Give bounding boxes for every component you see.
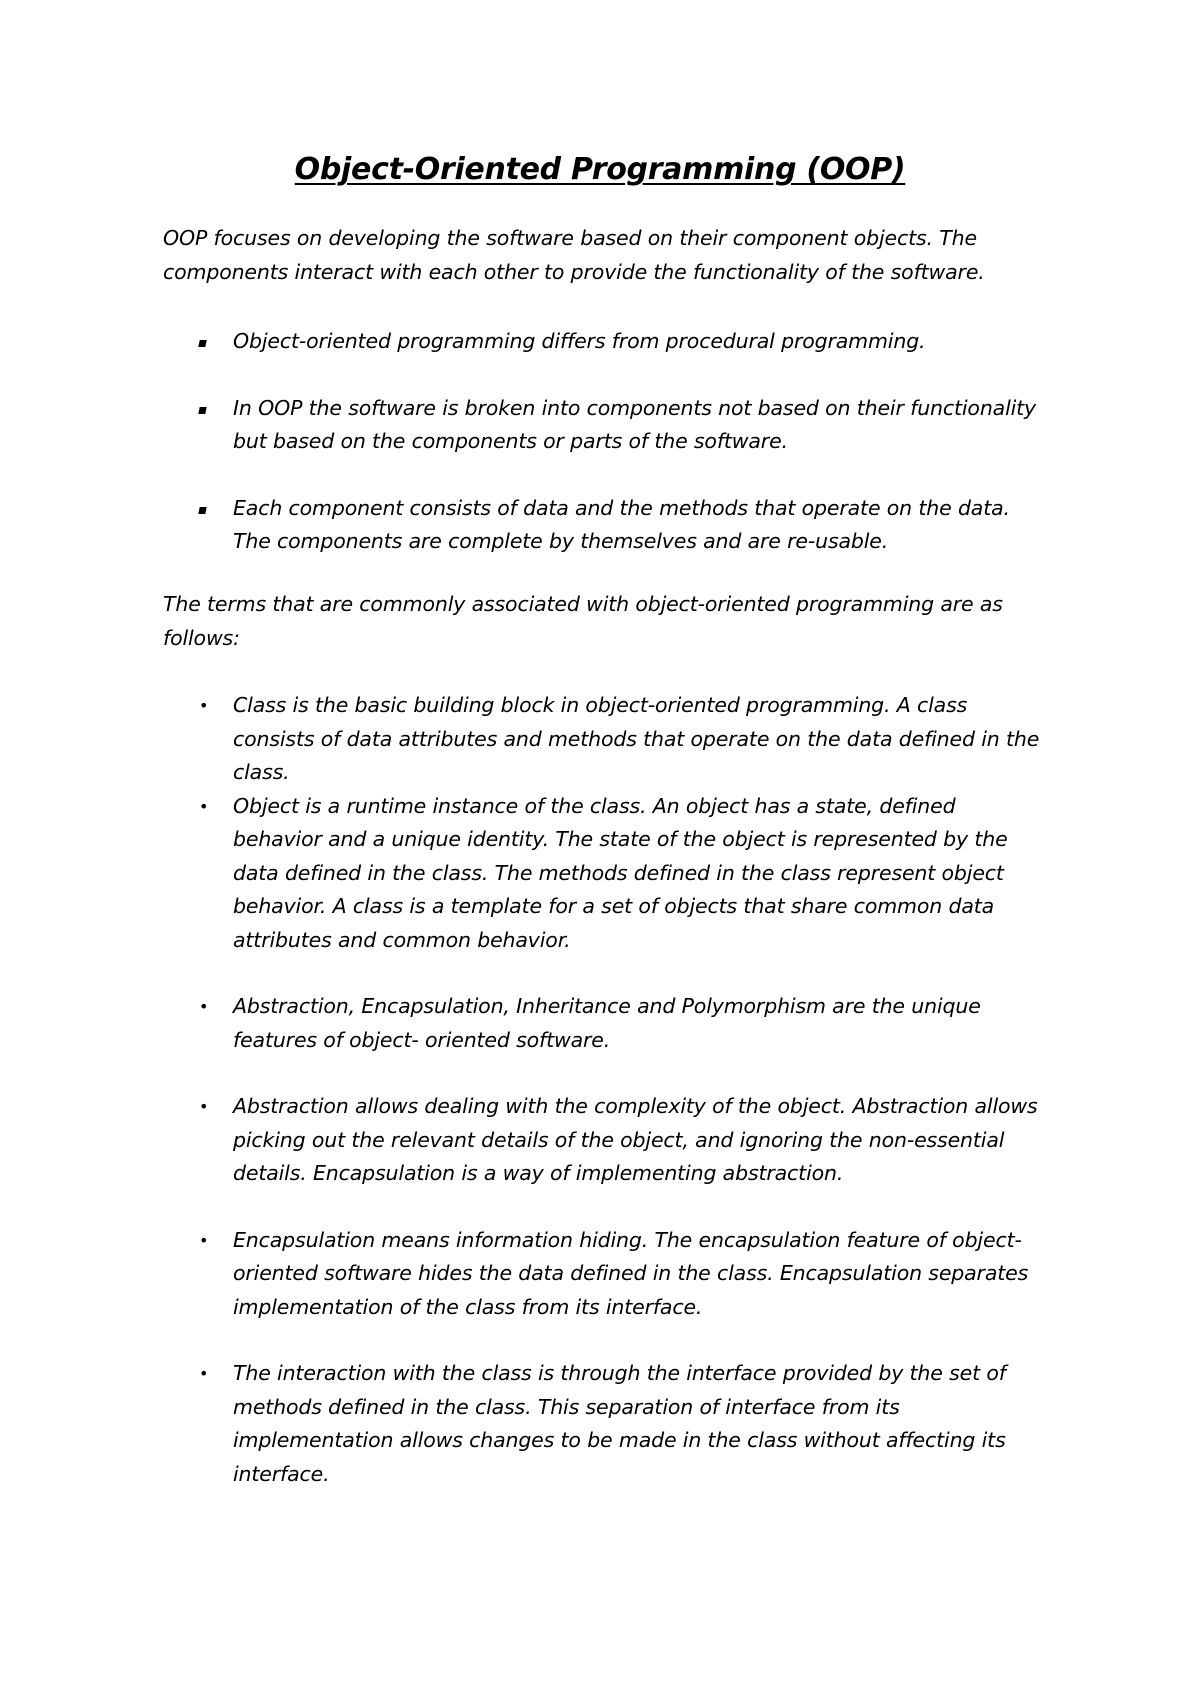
square-bullet-icon (198, 507, 206, 514)
intro-paragraph: OOP focuses on developing the software based on their component objects. The components interact with each other to provide the functionality of the software. (163, 226, 985, 284)
list-item (0, 790, 1050, 958)
list-item-text: Abstraction allows dealing with the complexity of the object. Abstraction allows picking out the relevant details of the object, and ignoring the non-essential details. Encapsulation is a way of implementing abstraction. (233, 1094, 1038, 1185)
page-title: Object-Oriented Programming (OOP) (294, 152, 906, 187)
list-item (0, 1090, 1050, 1191)
terms-intro-paragraph: The terms that are commonly associated with object-oriented programming are as follows: (163, 592, 1003, 650)
list-item (0, 1357, 1050, 1491)
square-bullet-icon (198, 340, 206, 347)
list-item (0, 689, 1050, 790)
dot-bullet-icon: • (199, 796, 209, 816)
dot-bullet-icon: • (199, 1364, 209, 1383)
list-item (0, 1224, 1050, 1325)
list-item (0, 325, 1050, 359)
list-item (0, 392, 1050, 459)
dot-bullet-icon: • (199, 997, 209, 1016)
list-item (0, 990, 1050, 1057)
dot-bullet-icon: • (199, 1230, 209, 1250)
list-item-text: Abstraction, Encapsulation, Inheritance and Polymorphism are the unique features of object- oriented software. (233, 994, 981, 1052)
oop-characteristics-list (0, 325, 1200, 592)
list-item-text: Object is a runtime instance of the class. An object has a state, defined behavior and a unique identity. The state of the object is represented by the data defined in the class. The methods defined in the class represent object behavior. A class is a template for a set of objects that share common data attributes and common behavior. (233, 793, 1008, 952)
list-item-text: The interaction with the class is through the interface provided by the set of methods defined in the class. This separation of interface from its implementation allows changes to be made in the class without affecting its interface. (233, 1361, 1006, 1486)
list-item-text: Encapsulation means information hiding. The encapsulation feature of object-oriented software hides the data defined in the class. Encapsulation separates implementation of the class from its interface. (233, 1227, 1029, 1319)
list-item-text: Object-oriented programming differs from procedural programming. (233, 329, 926, 353)
dot-bullet-icon: • (199, 1097, 209, 1116)
list-item-text: Class is the basic building block in object-oriented programming. A class consists of data attributes and methods that operate on the data defined in the class. (233, 693, 1040, 784)
oop-terms-list (0, 689, 1200, 1491)
list-item-text: Each component consists of data and the methods that operate on the data. The components are complete by themselves and are re-usable. (233, 495, 1010, 553)
square-bullet-icon (198, 407, 206, 414)
list-item-text: In OOP the software is broken into components not based on their functionality but based on the components or parts of the software. (233, 395, 1037, 453)
list-item (0, 492, 1050, 559)
dot-bullet-icon: • (199, 696, 209, 715)
